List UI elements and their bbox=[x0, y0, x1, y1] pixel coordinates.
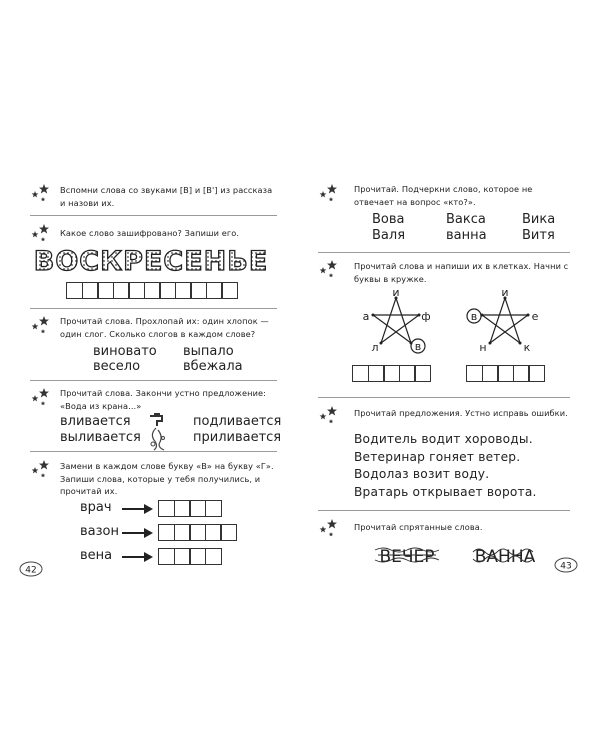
divider bbox=[318, 252, 570, 253]
word: выпало bbox=[183, 344, 234, 359]
word: Витя bbox=[522, 228, 555, 243]
hidden-word-text: ВАННА bbox=[474, 547, 536, 567]
divider bbox=[318, 510, 570, 511]
hidden-word-2 bbox=[470, 540, 540, 570]
left-task4-text: Прочитай слова. Закончи устно предложение: «Вода из крана...» bbox=[60, 388, 267, 411]
word: Вакса bbox=[446, 212, 486, 227]
water-tap-icon bbox=[144, 410, 174, 452]
cipher-word: ВОСКРЕСЕНЬЕ bbox=[33, 246, 269, 277]
arrow-right-icon bbox=[122, 503, 154, 515]
star-letter: ф bbox=[421, 310, 431, 323]
word: вливается bbox=[60, 414, 131, 429]
word: Вова bbox=[372, 212, 405, 227]
star-letter: н bbox=[479, 341, 487, 354]
page-number-badge bbox=[18, 560, 44, 578]
star-letter: л bbox=[371, 341, 379, 354]
answer-grid-vrach[interactable] bbox=[158, 500, 220, 517]
word: весело bbox=[93, 359, 141, 374]
cipher-word-art bbox=[22, 243, 280, 277]
stars-icon bbox=[318, 259, 340, 279]
stars-icon bbox=[318, 518, 340, 538]
sentence: Водитель водит хороводы. bbox=[354, 432, 533, 446]
star-letter-circled: в bbox=[470, 310, 478, 323]
arrow-right-icon bbox=[122, 527, 154, 539]
word: ванна bbox=[446, 228, 487, 243]
word: выливается bbox=[60, 430, 141, 445]
sentence: Вратарь открывает ворота. bbox=[354, 485, 537, 499]
stars-icon bbox=[30, 315, 52, 335]
sentence: Водолаз возит воду. bbox=[354, 467, 490, 481]
divider bbox=[30, 308, 277, 309]
answer-grid-cipher[interactable] bbox=[66, 282, 237, 299]
star-letter: к bbox=[523, 341, 531, 354]
hidden-word-text: ВЕЧЕР bbox=[379, 547, 435, 567]
answer-grid-vena[interactable] bbox=[158, 548, 220, 565]
right-task2-text: Прочитай слова и напиши их в клетках. Начни с буквы в кружке. bbox=[354, 261, 569, 284]
stars-icon bbox=[30, 459, 52, 479]
stars-icon bbox=[30, 223, 52, 243]
divider bbox=[30, 380, 277, 381]
stars-icon bbox=[318, 183, 340, 203]
divider bbox=[318, 397, 570, 398]
page-number: 42 bbox=[25, 565, 37, 576]
stars-icon bbox=[30, 183, 52, 203]
right-task4-text: Прочитай спрятанные слова. bbox=[354, 522, 483, 532]
left-task1-text: Вспомни слова со звуками [В] и [В'] из рассказа и назови их. bbox=[60, 185, 273, 208]
hidden-word-1 bbox=[372, 540, 442, 570]
word: Валя bbox=[372, 228, 406, 243]
right-task3-text: Прочитай предложения. Устно исправь ошибки. bbox=[354, 408, 568, 418]
word: приливается bbox=[193, 430, 282, 445]
letter-star-2 bbox=[455, 287, 555, 359]
star-letter: а bbox=[362, 310, 370, 323]
word: вазон bbox=[80, 524, 119, 539]
arrow-right-icon bbox=[122, 551, 154, 563]
word: Вика bbox=[522, 212, 556, 227]
stars-icon bbox=[30, 387, 52, 407]
left-task2-text: Какое слово зашифровано? Запиши его. bbox=[60, 228, 240, 238]
star-letter: и bbox=[501, 287, 509, 299]
page-number: 43 bbox=[560, 561, 572, 572]
answer-grid-star-2[interactable] bbox=[466, 365, 544, 382]
left-task5-text: Замени в каждом слове букву «В» на букву «Г». Запиши слова, которые у тебя получились, и прочитай их. bbox=[60, 461, 274, 496]
letter-star-1 bbox=[340, 287, 440, 359]
right-task1-text: Прочитай. Подчеркни слово, которое не отвечает на вопрос «кто?». bbox=[354, 184, 533, 207]
word: врач bbox=[80, 500, 112, 515]
star-letter: и bbox=[392, 287, 400, 299]
star-letter-circled: в bbox=[414, 340, 422, 353]
word: виновато bbox=[93, 344, 157, 359]
star-letter: е bbox=[531, 310, 539, 323]
word: подливается bbox=[193, 414, 282, 429]
divider bbox=[30, 215, 277, 216]
divider bbox=[30, 451, 277, 452]
answer-grid-vazon[interactable] bbox=[158, 524, 236, 541]
word: вбежала bbox=[183, 359, 243, 374]
answer-grid-star-1[interactable] bbox=[352, 365, 430, 382]
stars-icon bbox=[318, 405, 340, 425]
left-task3-text: Прочитай слова. Прохлопай их: один хлопок — один слог. Сколько слогов в каждом слове? bbox=[60, 316, 269, 339]
page-number-badge bbox=[553, 556, 579, 574]
sentence: Ветеринар гоняет ветер. bbox=[354, 450, 521, 464]
word: вена bbox=[80, 548, 113, 563]
